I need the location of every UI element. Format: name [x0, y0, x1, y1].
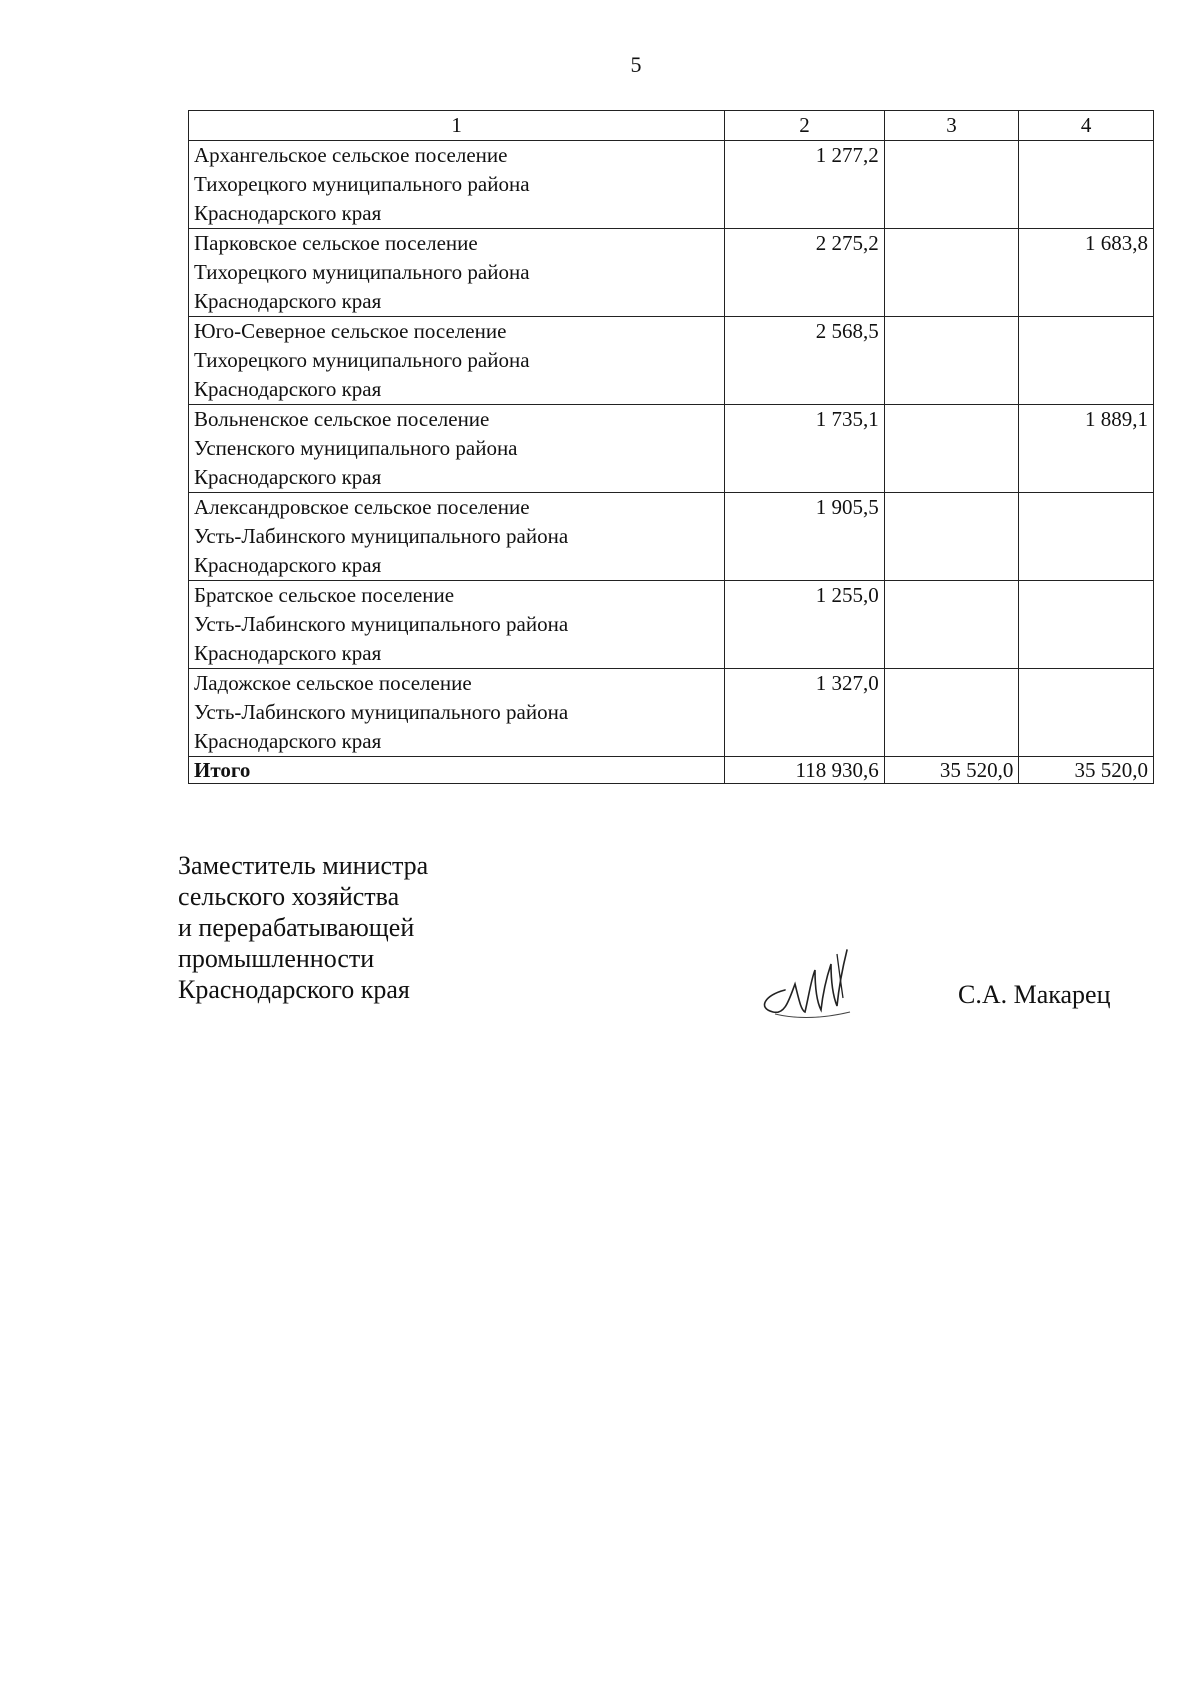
value-cell-col-4	[1019, 141, 1154, 229]
header-col-2: 2	[725, 111, 885, 141]
value-cell-col-2: 1 255,0	[725, 581, 885, 669]
table-row	[189, 581, 1154, 669]
settlement-name-line: Юго-Северное сельское поселение	[194, 319, 507, 343]
value-cell-col-3	[884, 581, 1019, 669]
value-cell-col-4	[1019, 493, 1154, 581]
value-cell-col-2: 2 568,5	[725, 317, 885, 405]
settlement-name-line: Краснодарского края	[194, 729, 382, 753]
settlement-name-line: Тихорецкого муниципального района	[194, 172, 530, 196]
settlement-name-line: Тихорецкого муниципального района	[194, 260, 530, 284]
settlement-name-cell	[189, 493, 725, 581]
page-number: 5	[630, 52, 642, 77]
header-col-1: 1	[189, 111, 725, 141]
settlement-name-cell	[189, 229, 725, 317]
settlement-name-line: Усть-Лабинского муниципального района	[194, 612, 569, 636]
total-col-4: 35 520,0	[1019, 757, 1154, 784]
settlement-name-line: Архангельское сельское поселение	[194, 143, 508, 167]
value-cell-col-2: 2 275,2	[725, 229, 885, 317]
table-header-row	[189, 111, 1154, 141]
settlement-name-line: Краснодарского края	[194, 289, 382, 313]
signature-title-line: сельского хозяйства	[178, 882, 400, 911]
table-row	[189, 493, 1154, 581]
value-cell-col-3	[884, 317, 1019, 405]
settlement-name-cell	[189, 581, 725, 669]
value-cell-col-4: 1 889,1	[1019, 405, 1154, 493]
total-col-3: 35 520,0	[884, 757, 1019, 784]
value-cell-col-3	[884, 141, 1019, 229]
settlement-name-line: Краснодарского края	[194, 201, 382, 225]
signature-title	[178, 850, 428, 1005]
settlement-name-line: Александровское сельское поселение	[194, 495, 530, 519]
settlement-name-line: Тихорецкого муниципального района	[194, 348, 530, 372]
value-cell-col-4	[1019, 581, 1154, 669]
settlement-name-cell	[189, 317, 725, 405]
signature-title-line: и перерабатывающей	[178, 913, 415, 942]
value-cell-col-3	[884, 493, 1019, 581]
table-row	[189, 317, 1154, 405]
table-row	[189, 669, 1154, 757]
value-cell-col-3	[884, 669, 1019, 757]
table-row	[189, 141, 1154, 229]
settlement-name-line: Братское сельское поселение	[194, 583, 455, 607]
signer-name: С.А. Макарец	[958, 980, 1111, 1009]
value-cell-col-4	[1019, 669, 1154, 757]
settlement-name-line: Усть-Лабинского муниципального района	[194, 524, 569, 548]
value-cell-col-2: 1 905,5	[725, 493, 885, 581]
value-cell-col-3	[884, 405, 1019, 493]
table-row	[189, 229, 1154, 317]
settlement-name-line: Успенского муниципального района	[194, 436, 518, 460]
total-label: Итого	[189, 757, 725, 784]
settlement-name-line: Краснодарского края	[194, 553, 382, 577]
settlement-name-line: Краснодарского края	[194, 641, 382, 665]
table-row	[189, 405, 1154, 493]
signature-title-line: Заместитель министра	[178, 851, 429, 880]
header-col-3: 3	[884, 111, 1019, 141]
settlement-name-line: Вольненское сельское поселение	[194, 407, 490, 431]
total-row	[189, 757, 1154, 784]
value-cell-col-2: 1 735,1	[725, 405, 885, 493]
header-col-4: 4	[1019, 111, 1154, 141]
value-cell-col-3	[884, 229, 1019, 317]
settlement-name-cell	[189, 669, 725, 757]
settlement-name-cell	[189, 141, 725, 229]
total-col-2: 118 930,6	[725, 757, 885, 784]
signature-title-line: промышленности	[178, 944, 375, 973]
settlement-name-line: Парковское сельское поселение	[194, 231, 478, 255]
settlement-name-line: Краснодарского края	[194, 377, 382, 401]
handwritten-signature	[755, 940, 865, 1025]
settlement-name-line: Краснодарского края	[194, 465, 382, 489]
settlement-name-line: Усть-Лабинского муниципального района	[194, 700, 569, 724]
signature-title-line: Краснодарского края	[178, 975, 410, 1004]
settlement-name-line: Ладожское сельское поселение	[194, 671, 472, 695]
value-cell-col-4	[1019, 317, 1154, 405]
value-cell-col-2: 1 327,0	[725, 669, 885, 757]
allocation-table	[188, 110, 1154, 784]
value-cell-col-2: 1 277,2	[725, 141, 885, 229]
value-cell-col-4: 1 683,8	[1019, 229, 1154, 317]
settlement-name-cell	[189, 405, 725, 493]
